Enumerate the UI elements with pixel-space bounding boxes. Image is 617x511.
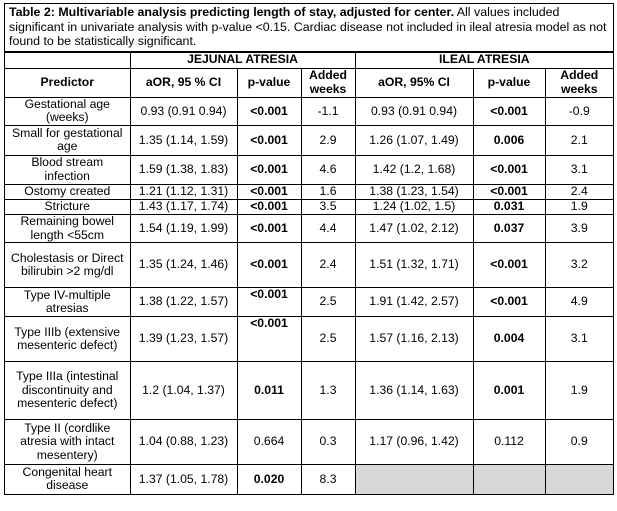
ileal-pvalue-cell-empty: [473, 465, 545, 494]
ileal-aor-cell: 1.91 (1.42, 2.57): [355, 288, 473, 317]
jejunal-pvalue-cell: <0.001: [237, 317, 301, 362]
table-caption: [5, 4, 613, 52]
ileal-pvalue-cell: 0.037: [473, 214, 545, 242]
jejunal-pvalue-cell: <0.001: [237, 214, 301, 242]
jejunal-pvalue-cell: <0.001: [237, 184, 301, 199]
predictor-cell: Type IIIb (extensive mesenteric defect): [5, 317, 130, 362]
ileal-pvalue-cell: <0.001: [473, 97, 545, 125]
col-header-predictor: Predictor: [5, 68, 130, 97]
table-row: [5, 420, 613, 465]
predictor-cell: Remaining bowel length <55cm: [5, 214, 130, 242]
predictor-cell: Type IV-multiple atresias: [5, 288, 130, 317]
ileal-pvalue-cell: <0.001: [473, 243, 545, 288]
jejunal-aor-cell: 1.04 (0.88, 1.23): [130, 420, 237, 465]
predictor-cell: Type II (cordlike atresia with intact mesentery): [5, 420, 130, 465]
jejunal-aor-cell: 1.37 (1.05, 1.78): [130, 465, 237, 494]
col-header-ileal-aor: aOR, 95% CI: [355, 68, 473, 97]
jejunal-weeks-cell: 1.3: [301, 362, 355, 420]
ileal-aor-cell: 1.36 (1.14, 1.63): [355, 362, 473, 420]
ileal-aor-cell: 1.51 (1.32, 1.71): [355, 243, 473, 288]
jejunal-aor-cell: 0.93 (0.91 0.94): [130, 97, 237, 125]
jejunal-weeks-cell: 2.5: [301, 288, 355, 317]
jejunal-weeks-cell: 2.5: [301, 317, 355, 362]
ileal-weeks-cell: 0.9: [545, 420, 613, 465]
ileal-pvalue-cell: 0.004: [473, 317, 545, 362]
table-row: [5, 243, 613, 288]
ileal-weeks-cell: 3.9: [545, 214, 613, 242]
ileal-aor-cell-empty: [355, 465, 473, 494]
predictor-cell: Ostomy created: [5, 184, 130, 199]
table-row: [5, 317, 613, 362]
table-row: [5, 288, 613, 317]
ileal-aor-cell: 1.38 (1.23, 1.54): [355, 184, 473, 199]
table-row: [5, 184, 613, 199]
ileal-aor-cell: 0.93 (0.91 0.94): [355, 97, 473, 125]
jejunal-weeks-cell: 0.3: [301, 420, 355, 465]
jejunal-weeks-cell: 3.5: [301, 199, 355, 214]
table-row: [5, 155, 613, 184]
jejunal-aor-cell: 1.43 (1.17, 1.74): [130, 199, 237, 214]
ileal-weeks-cell: 1.9: [545, 199, 613, 214]
ileal-aor-cell: 1.24 (1.02, 1.5): [355, 199, 473, 214]
jejunal-weeks-cell: 4.6: [301, 155, 355, 184]
ileal-weeks-cell: 3.1: [545, 317, 613, 362]
caption-body: All values included significant in univariate analysis with p-value <0.15. Cardiac disease not included in ileal atresia model as not found to be statistically significant.: [9, 5, 607, 49]
ileal-weeks-cell: 1.9: [545, 362, 613, 420]
jejunal-group-header: JEJUNAL ATRESIA: [130, 52, 355, 68]
col-header-jejunal-weeks: Added weeks: [301, 68, 355, 97]
predictor-cell: Congenital heart disease: [5, 465, 130, 494]
ileal-aor-cell: 1.42 (1.2, 1.68): [355, 155, 473, 184]
jejunal-weeks-cell: -1.1: [301, 97, 355, 125]
ileal-weeks-cell: 2.1: [545, 125, 613, 155]
jejunal-pvalue-cell: <0.001: [237, 288, 301, 317]
ileal-group-header: ILEAL ATRESIA: [355, 52, 613, 68]
table-row: [5, 465, 613, 494]
ileal-weeks-cell: 2.4: [545, 184, 613, 199]
column-header-row: [5, 68, 613, 97]
predictor-cell: Cholestasis or Direct bilirubin >2 mg/dl: [5, 243, 130, 288]
jejunal-weeks-cell: 1.6: [301, 184, 355, 199]
caption-title: Table 2: Multivariable analysis predicting length of stay, adjusted for center.: [9, 5, 455, 19]
jejunal-aor-cell: 1.35 (1.14, 1.59): [130, 125, 237, 155]
jejunal-pvalue-cell: 0.020: [237, 465, 301, 494]
ileal-aor-cell: 1.26 (1.07, 1.49): [355, 125, 473, 155]
table-row: [5, 199, 613, 214]
jejunal-pvalue-cell: <0.001: [237, 155, 301, 184]
ileal-weeks-cell: 3.2: [545, 243, 613, 288]
table-row: [5, 97, 613, 125]
ileal-aor-cell: 1.57 (1.16, 2.13): [355, 317, 473, 362]
ileal-pvalue-cell: 0.112: [473, 420, 545, 465]
jejunal-aor-cell: 1.35 (1.24, 1.46): [130, 243, 237, 288]
jejunal-aor-cell: 1.54 (1.19, 1.99): [130, 214, 237, 242]
table-row: [5, 214, 613, 242]
jejunal-weeks-cell: 2.4: [301, 243, 355, 288]
jejunal-pvalue-cell: 0.011: [237, 362, 301, 420]
col-header-ileal-weeks: Added weeks: [545, 68, 613, 97]
jejunal-pvalue-cell: <0.001: [237, 243, 301, 288]
table-row: [5, 125, 613, 155]
group-header-row: [5, 52, 613, 68]
jejunal-pvalue-cell: <0.001: [237, 97, 301, 125]
ileal-weeks-cell-empty: [545, 465, 613, 494]
jejunal-aor-cell: 1.59 (1.38, 1.83): [130, 155, 237, 184]
jejunal-aor-cell: 1.39 (1.23, 1.57): [130, 317, 237, 362]
jejunal-pvalue-cell: <0.001: [237, 199, 301, 214]
predictor-cell: Stricture: [5, 199, 130, 214]
jejunal-weeks-cell: 8.3: [301, 465, 355, 494]
ileal-aor-cell: 1.17 (0.96, 1.42): [355, 420, 473, 465]
jejunal-aor-cell: 1.21 (1.12, 1.31): [130, 184, 237, 199]
col-header-jejunal-aor: aOR, 95 % CI: [130, 68, 237, 97]
ileal-pvalue-cell: 0.031: [473, 199, 545, 214]
ileal-pvalue-cell: 0.001: [473, 362, 545, 420]
col-header-jejunal-pvalue: p-value: [237, 68, 301, 97]
ileal-pvalue-cell: 0.006: [473, 125, 545, 155]
jejunal-weeks-cell: 2.9: [301, 125, 355, 155]
predictor-cell: Gestational age (weeks): [5, 97, 130, 125]
ileal-pvalue-cell: <0.001: [473, 155, 545, 184]
jejunal-weeks-cell: 4.4: [301, 214, 355, 242]
predictor-cell: Small for gestational age: [5, 125, 130, 155]
ileal-pvalue-cell: <0.001: [473, 184, 545, 199]
jejunal-aor-cell: 1.38 (1.22, 1.57): [130, 288, 237, 317]
jejunal-aor-cell: 1.2 (1.04, 1.37): [130, 362, 237, 420]
ileal-weeks-cell: 3.1: [545, 155, 613, 184]
ileal-aor-cell: 1.47 (1.02, 2.12): [355, 214, 473, 242]
predictor-cell: Type IIIa (intestinal discontinuity and mesenteric defect): [5, 362, 130, 420]
ileal-pvalue-cell: <0.001: [473, 288, 545, 317]
jejunal-pvalue-cell: <0.001: [237, 125, 301, 155]
jejunal-pvalue-cell: 0.664: [237, 420, 301, 465]
ileal-weeks-cell: 4.9: [545, 288, 613, 317]
table-row: [5, 362, 613, 420]
blank-header-cell: [5, 52, 130, 68]
results-table: [5, 52, 613, 494]
predictor-cell: Blood stream infection: [5, 155, 130, 184]
ileal-weeks-cell: -0.9: [545, 97, 613, 125]
col-header-ileal-pvalue: p-value: [473, 68, 545, 97]
results-table-frame: [4, 3, 614, 495]
